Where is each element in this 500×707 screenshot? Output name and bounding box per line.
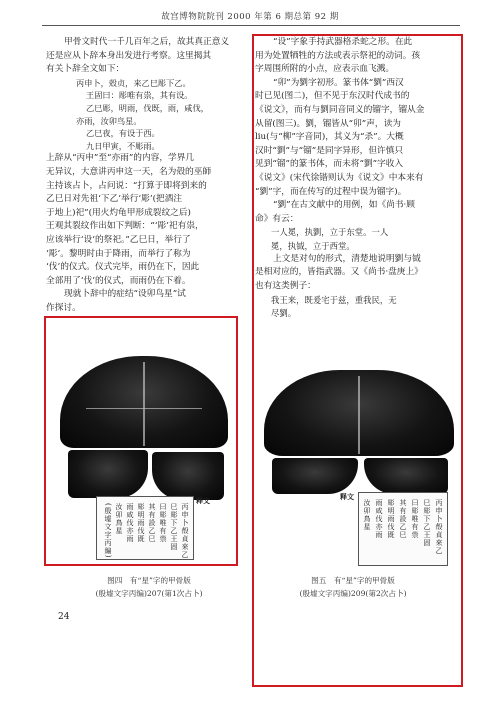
inscription-line: 乙巳彫，明雨，伐既，雨，咸伐，	[86, 102, 209, 113]
text-line: 汉时“劉”与“镏”是同字异形，但许慎只	[255, 145, 404, 156]
transcript-column: 曰彫唯有祟	[411, 499, 419, 539]
transcript-column: 其有設乙巳	[148, 503, 156, 543]
text-line: 还是应从卜辞本身出发进行考察。这里揭其	[46, 50, 212, 61]
bone-crack	[86, 408, 202, 409]
transcript-column: 巳彫下乙王固	[423, 499, 431, 547]
text-line: 字周围所附的小点，应表示血飞溅。	[255, 64, 394, 75]
transcript-column: 丙申卜殻貞來乙	[435, 499, 443, 555]
transcript-column: 雨咸伐亦雨	[375, 499, 383, 539]
figure-5-plate	[262, 370, 458, 570]
transcript-column: 其有設乙巳	[399, 499, 407, 539]
text-line: 无异议，大意讲丙申这一天，名为殻的巫師	[46, 166, 212, 177]
transcript-column: 巳彫下乙王固	[170, 503, 178, 551]
bone-crack	[143, 362, 145, 446]
text-line: 乙巳日对先祖‘下乙’举行‘彫’(把酒注	[46, 194, 183, 205]
transcript-column: 汝卯鳥星	[115, 503, 123, 535]
left-column	[46, 36, 246, 315]
text-line: “劉”字，而在传写的过程中误为镏字)。	[255, 186, 407, 197]
text-line: “劉”在古文献中的用例，如《尚书·顾	[273, 200, 415, 211]
text-line: 用为处置牺牲的方法或表示祭祀的动词。孩	[255, 50, 421, 61]
text-line: 《说文》，而有与劉同音同义的镏字，镏从金	[255, 104, 425, 115]
transcript-column: 彫明雨伐既	[137, 503, 145, 543]
text-line: 应该举行‘设’的祭祀。”乙巳日，举行了	[46, 234, 191, 245]
text-line: 是相对应的，皆指武器。又《尚书·盘庚上》	[255, 267, 423, 278]
header-rule	[42, 25, 460, 26]
transcript-box	[358, 492, 448, 566]
quote-line: 冕，执钺，立于西堂。	[271, 240, 355, 251]
transcript-column: 汝卯鳥星	[363, 499, 371, 531]
text-line: 上辞从“丙申”至“亦雨”的内容，学界几	[46, 153, 195, 164]
caption-title: 图五 有“星”字的甲骨版	[311, 576, 395, 585]
quote-line: 我王来，既爰宅于兹，重我民，无	[271, 294, 397, 305]
quote-line: 尽劉。	[271, 307, 297, 318]
caption-source: (殷墟文字丙编)207(第1次占卜)	[95, 589, 203, 598]
transcript-column: (殷墟文字丙編)	[104, 503, 112, 559]
text-line: 见到“镏”的篆书体，而未将“劉”字收入	[255, 159, 404, 170]
transcript-box	[96, 496, 194, 560]
text-line: “卯”为劉字初形。篆书体“劉”西汉	[273, 77, 404, 88]
text-line: 从留(图三)。劉，镏皆从“卯”声，读为	[255, 118, 401, 129]
text-line: 甲骨文时代一千几百年之后，故其真正意义	[64, 37, 230, 47]
text-line: 时已见(图二)，但不见于东汉时代成书的	[255, 91, 410, 102]
oracle-bone-image	[364, 458, 448, 494]
quote-line: 一人冕，执劉，立于东堂。一人	[271, 227, 389, 238]
text-line: 命》有云：	[255, 213, 299, 224]
text-line: ‘彫’。黎明时由于降雨，而举行了称为	[46, 248, 191, 259]
inscription-line: 乙巳夜，有设于西。	[86, 128, 160, 139]
oracle-bone-image	[68, 450, 148, 498]
text-line: 现就卜辞中的症结“设卯鸟星”试	[64, 289, 186, 300]
text-line: 主持该占卜，占问说：“打算于即将到来的	[46, 180, 207, 191]
transcript-column: 丙申卜殻貞來乙	[181, 503, 189, 559]
text-line: 上文是对句的形式，清楚地说明劉与钺	[273, 253, 421, 264]
text-line: 全部用了‘伐’的仪式，而雨仍在下着。	[46, 275, 191, 286]
inscription-line: 亦雨，汝卯鸟星。	[76, 115, 142, 126]
transcript-column: 彫明雨伐既	[387, 499, 395, 539]
figure-4-caption	[64, 574, 234, 600]
running-header: 故宫博物院院刊 2000 年第 6 期总第 92 期	[161, 12, 339, 22]
oracle-bone-image	[272, 458, 358, 494]
caption-title: 图四 有“星”字的甲骨版	[107, 576, 191, 585]
text-line: 王观其裂纹作出如下判断：“‘彫’祀有祟，	[46, 221, 204, 232]
text-line: 也有这类例子：	[255, 280, 316, 291]
transcript-label: 释文	[340, 492, 354, 501]
text-line: 《说文》(宋代徐锴则认为《说文》中本来有	[255, 172, 424, 183]
transcript-column: 雨咸伐亦雨	[126, 503, 134, 543]
text-line: 作探讨。	[46, 302, 81, 313]
right-column	[255, 36, 460, 320]
oracle-bone-image	[152, 452, 224, 500]
transcript-column: 曰彫唯有祟	[159, 503, 167, 543]
inscription-line: 九日甲寅，不彫雨。	[86, 140, 160, 151]
inscription-line: 丙申卜，殻贞，来乙巳彫下乙。	[76, 77, 191, 88]
figure-4-plate	[56, 356, 232, 568]
bone-crack	[358, 376, 360, 454]
transcript-label: 释文	[196, 496, 210, 505]
figure-5-caption	[268, 574, 438, 600]
caption-source: (殷墟文字丙编)209(第2次占卜)	[299, 589, 407, 598]
text-line: 有关卜辞全文如下：	[46, 64, 125, 75]
page-number: 24	[58, 612, 70, 622]
text-line: 于地上)祀”(用火灼龟甲形成裂纹之后)	[46, 207, 191, 218]
inscription-line: 王固曰：彫唯有祟，其有设。	[86, 90, 193, 101]
text-line: liu(与“柳”字音同)，其义为“杀”。大概	[255, 132, 404, 143]
text-line: ‘伐’的仪式。仪式完毕，雨仍在下，因此	[46, 262, 200, 273]
text-line: “设”字象手持武器格杀蛇之形。在此	[273, 37, 413, 47]
